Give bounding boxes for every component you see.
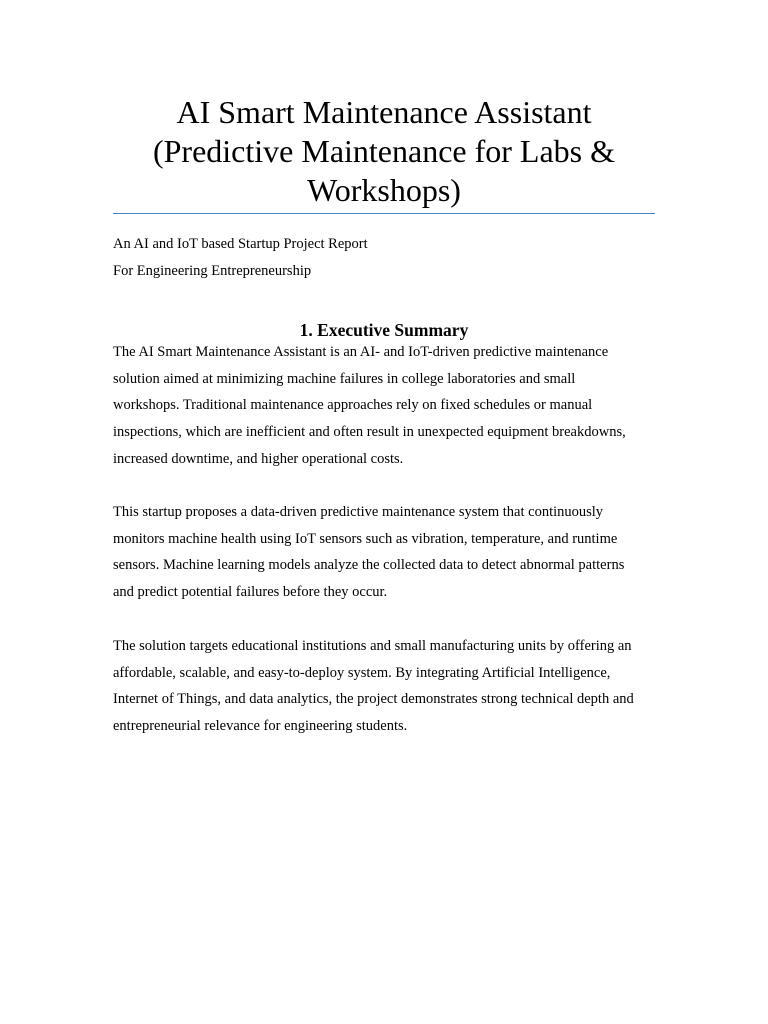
summary-paragraph-3 (113, 633, 673, 740)
paragraph-line: The solution targets educational institutions and small manufacturing units by offering an (113, 638, 632, 654)
paragraph-line: affordable, scalable, and easy-to-deploy system. By integrating Artificial Intelligence, (113, 664, 611, 681)
summary-paragraph-2 (113, 499, 673, 606)
title-divider (113, 213, 655, 214)
title-line: AI Smart Maintenance Assistant (176, 94, 592, 130)
report-audience: For Engineering Entrepreneurship (113, 263, 312, 279)
title-line: (Predictive Maintenance for Labs & (152, 133, 616, 169)
paragraph-line: inspections, which are inefficient and often result in unexpected equipment breakdowns, (113, 424, 626, 441)
paragraph-line: workshops. Traditional maintenance approaches rely on fixed schedules or manual (113, 397, 593, 414)
paragraph-line: sensors. Machine learning models analyze the collected data to detect abnormal patterns (113, 557, 625, 574)
paragraph-line: This startup proposes a data-driven predictive maintenance system that continuously (113, 504, 604, 520)
paragraph-line: The AI Smart Maintenance Assistant is an AI- and IoT-driven predictive maintenance (113, 344, 609, 360)
title-line: Workshops) (307, 172, 461, 208)
paragraph-line: entrepreneurial relevance for engineering students. (113, 718, 408, 735)
paragraph-line: solution aimed at minimizing machine failures in college laboratories and small (113, 370, 576, 387)
paragraph-line: increased downtime, and higher operational costs. (113, 450, 404, 467)
paragraph-line: monitors machine health using IoT sensors such as vibration, temperature, and runtime (113, 530, 618, 547)
report-subtitle: An AI and IoT based Startup Project Report (113, 236, 368, 252)
section-heading-executive-summary: 1. Executive Summary (299, 320, 469, 340)
paragraph-line: Internet of Things, and data analytics, the project demonstrates strong technical depth and (113, 691, 634, 708)
summary-paragraph-1 (113, 339, 673, 473)
document-title (113, 93, 655, 210)
paragraph-line: and predict potential failures before they occur. (113, 584, 388, 601)
